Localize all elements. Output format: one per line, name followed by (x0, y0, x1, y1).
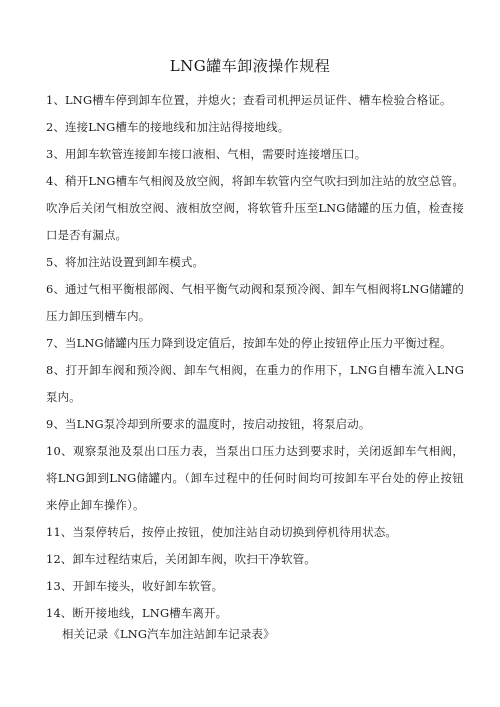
procedure-step-13: 13、开卸车接头，收好卸车软管。 (46, 579, 224, 593)
procedure-step-12: 12、卸车过程结束后，关闭卸车阀，吹扫干净软管。 (46, 552, 316, 566)
procedure-steps-list (46, 87, 464, 627)
related-record-note: 相关记录《LNG汽车加注站卸车记录表》 (62, 627, 275, 641)
procedure-step-6: 6、通过气相平衡根部阀、气相平衡气动阀和泵预冷阀、卸车气相阀将LNG储罐的压力卸压到槽车内。 (46, 282, 464, 323)
procedure-step-14: 14、断开接地线，LNG槽车离开。 (46, 606, 228, 620)
procedure-step-3: 3、用卸车软管连接卸车接口液相、气相，需要时连接增压口。 (46, 147, 367, 161)
document-title: LNG罐车卸液操作规程 (169, 57, 331, 75)
procedure-step-2: 2、连接LNG槽车的接地线和加注站得接地线。 (46, 120, 290, 134)
procedure-step-8: 8、打开卸车阀和预冷阀、卸车气相阀，在重力的作用下，LNG自槽车流入LNG泵内。 (46, 363, 464, 404)
procedure-step-10: 10、观察泵池及泵出口压力表，当泵出口压力达到要求时，关闭返卸车气相阀，将LNG卸到LNG储罐内。（卸车过程中的任何时间均可按卸车平台处的停止按钮来停止卸车操作）。 (46, 444, 464, 512)
procedure-step-1: 1、LNG槽车停到卸车位置，并熄火；查看司机押运员证件、槽车检验合格证。 (46, 93, 452, 107)
procedure-step-9: 9、当LNG泵冷却到所要求的温度时，按启动按钮，将泵启动。 (46, 417, 371, 431)
procedure-step-5: 5、将加注站设置到卸车模式。 (46, 255, 205, 269)
procedure-step-11: 11、当泵停转后，按停止按钮，使加注站自动切换到停机待用状态。 (46, 525, 398, 539)
procedure-step-4: 4、稍开LNG槽车气相阀及放空阀，将卸车软管内空气吹扫到加注站的放空总管。吹净后关闭气相放空阀、液相放空阀，将软管升压至LNG储罐的压力值，检查接口是否有漏点。 (46, 174, 464, 242)
procedure-step-7: 7、当LNG储罐内压力降到设定值后，按卸车处的停止按钮停止压力平衡过程。 (46, 336, 452, 350)
